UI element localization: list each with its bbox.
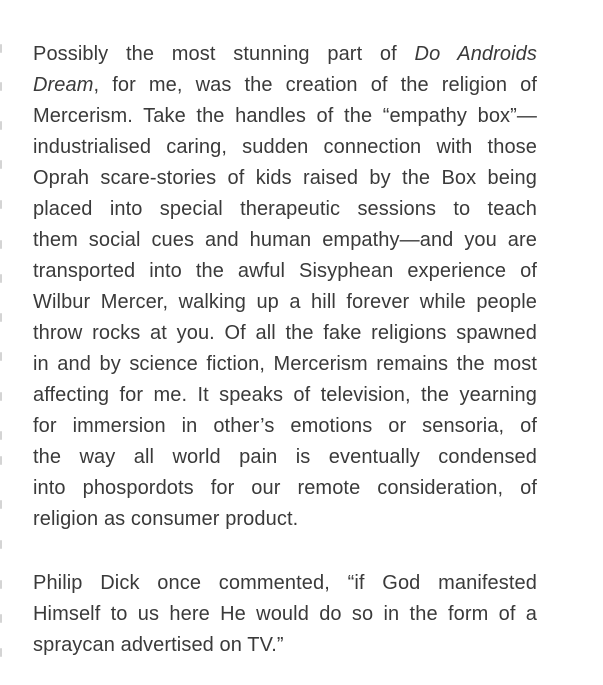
left-edge-scan-mark: [0, 392, 2, 401]
left-edge-scan-mark: [0, 580, 2, 589]
text-line: [33, 380, 537, 411]
text-segment: Philip Dick once commented, “if God manifested: [33, 572, 537, 594]
text-segment: transported into the awful Sisyphean experience of: [33, 260, 537, 282]
left-edge-scan-mark: [0, 121, 2, 130]
text-segment: throw rocks at you. Of all the fake religions spawned: [33, 322, 537, 344]
left-edge-scan-mark: [0, 456, 2, 465]
paragraph-mercerism: [33, 39, 537, 535]
text-segment: for immersion in other’s emotions or sensoria, of: [33, 415, 537, 437]
text-line: [33, 70, 537, 101]
text-line: [33, 599, 537, 630]
text-line: [33, 163, 537, 194]
left-edge-scan-mark: [0, 240, 2, 249]
text-segment: into phospordots for our remote consideration, of: [33, 477, 537, 499]
text-line: [33, 630, 537, 661]
text-segment: religion as consumer product.: [33, 508, 299, 530]
text-line: [33, 442, 537, 473]
left-edge-scan-mark: [0, 648, 2, 657]
left-edge-scan-mark: [0, 200, 2, 209]
text-segment: Himself to us here He would do so in the form of a: [33, 603, 537, 625]
left-edge-scan-mark: [0, 160, 2, 169]
text-content: [33, 39, 537, 661]
text-segment: Oprah scare-stories of kids raised by the Box being: [33, 167, 537, 189]
text-segment: industrialised caring, sudden connection with those: [33, 136, 537, 158]
text-line: [33, 504, 537, 535]
italic-text-segment: Do Androids: [414, 43, 537, 65]
text-segment: , for me, was the creation of the religion of: [93, 74, 537, 96]
left-edge-scan-mark: [0, 500, 2, 509]
left-edge-scan-mark: [0, 431, 2, 440]
text-segment: them social cues and human empathy—and you are: [33, 229, 537, 251]
text-line: [33, 132, 537, 163]
text-line: [33, 39, 537, 70]
left-edge-scan-mark: [0, 82, 2, 91]
text-line: [33, 194, 537, 225]
text-line: [33, 568, 537, 599]
text-line: [33, 256, 537, 287]
text-line: [33, 225, 537, 256]
paragraph-philip-dick-quote: [33, 568, 537, 661]
left-edge-scan-mark: [0, 44, 2, 53]
text-segment: placed into special therapeutic sessions to teach: [33, 198, 537, 220]
text-line: [33, 473, 537, 504]
italic-text-segment: Dream: [33, 74, 94, 96]
text-line: [33, 349, 537, 380]
left-edge-scan-mark: [0, 540, 2, 549]
left-edge-scan-mark: [0, 614, 2, 623]
text-line: [33, 411, 537, 442]
text-segment: Wilbur Mercer, walking up a hill forever while people: [33, 291, 537, 313]
text-segment: in and by science fiction, Mercerism remains the most: [33, 353, 537, 375]
text-line: [33, 287, 537, 318]
text-segment: spraycan advertised on TV.”: [33, 634, 284, 656]
text-segment: the way all world pain is eventually condensed: [33, 446, 537, 468]
text-line: [33, 101, 537, 132]
text-segment: Possibly the most stunning part of: [33, 43, 415, 65]
left-edge-scan-mark: [0, 274, 2, 283]
left-edge-scan-mark: [0, 313, 2, 322]
text-line: [33, 318, 537, 349]
text-segment: Mercerism. Take the handles of the “empathy box”—: [33, 105, 537, 127]
left-edge-scan-mark: [0, 352, 2, 361]
text-segment: affecting for me. It speaks of television, the yearning: [33, 384, 537, 406]
